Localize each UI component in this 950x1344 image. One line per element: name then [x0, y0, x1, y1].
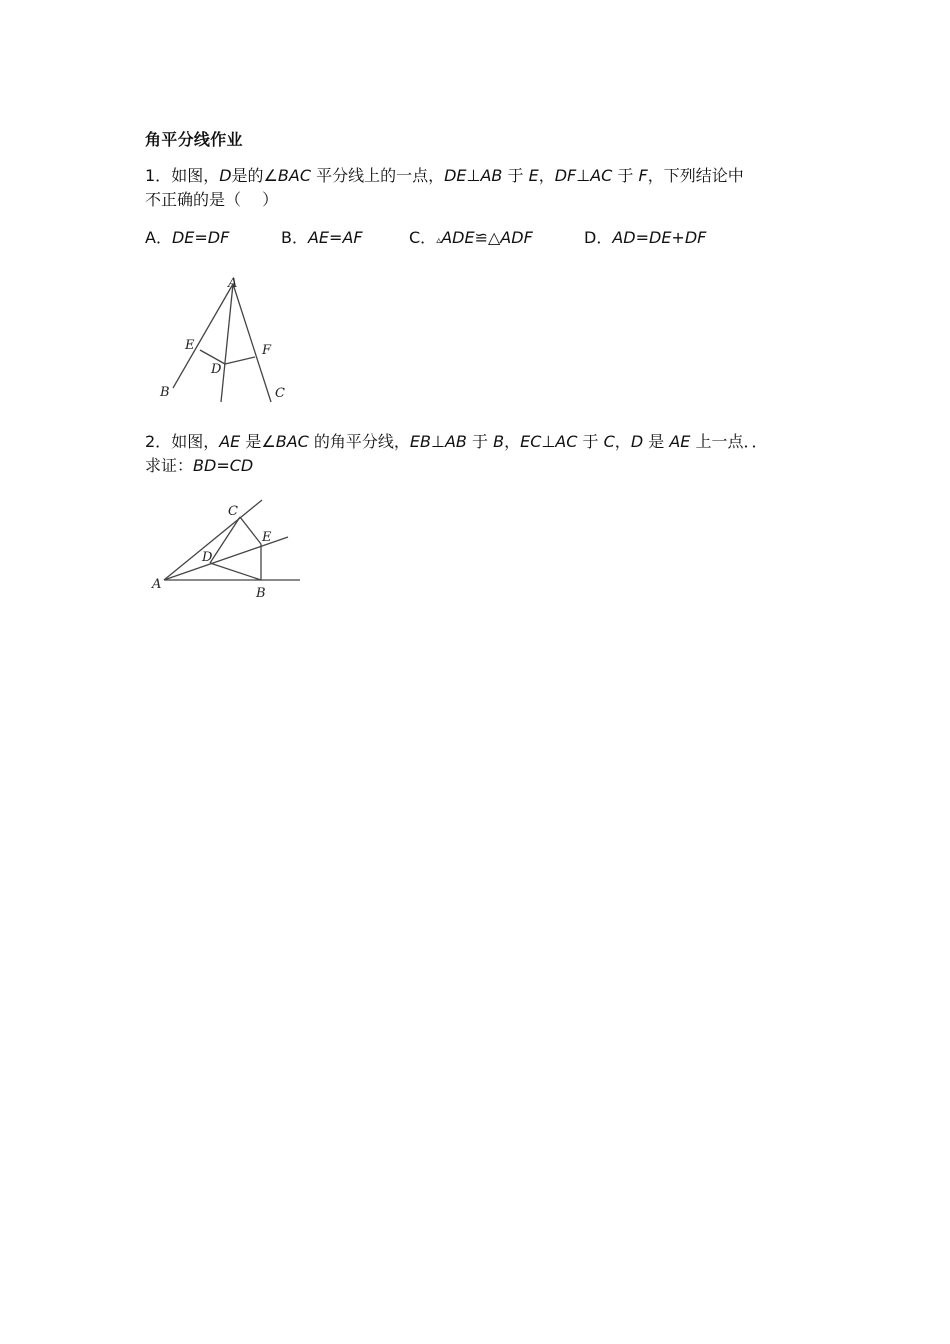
segment-ce	[240, 517, 261, 544]
option-letter: D．	[584, 228, 613, 247]
label-a: A	[228, 276, 238, 291]
math-var: DE	[444, 166, 467, 185]
label-d: D	[211, 362, 222, 377]
text: 是∠	[245, 432, 276, 451]
perp-symbol: ⊥	[466, 166, 481, 185]
figure-2	[148, 495, 308, 609]
question-1-line-2: 不正确的是（ ）	[145, 190, 279, 209]
triangle-symbol: ▵	[436, 235, 442, 246]
math-var: B	[493, 432, 505, 451]
math-var: DF	[554, 166, 577, 185]
page-title: 角平分线作业	[145, 130, 243, 149]
math-var: E	[528, 166, 539, 185]
figure-2-diagram	[148, 495, 308, 605]
question-2-line-1	[145, 432, 768, 452]
math-var: BAC	[277, 166, 311, 185]
text: 于	[507, 166, 524, 185]
text: 平分线上的一点，	[316, 166, 445, 185]
question-number: 1．	[145, 166, 172, 185]
perp-symbol: ⊥	[431, 432, 445, 451]
text: 是	[648, 432, 665, 451]
text: ，	[504, 432, 521, 451]
math-var: AC	[555, 432, 578, 451]
text: 的角平分线，	[313, 432, 410, 451]
option-letter: B．	[281, 228, 308, 247]
option-expr: AD=DE+DF	[612, 228, 707, 247]
math-var: AE	[669, 432, 691, 451]
text: 是的∠	[231, 166, 278, 185]
text: 于	[471, 432, 488, 451]
segment-cd	[210, 517, 240, 563]
label-b: B	[160, 385, 170, 400]
text: 如图，	[171, 432, 220, 451]
label-e: E	[262, 530, 272, 545]
text: 于	[617, 166, 634, 185]
text: ，	[614, 432, 631, 451]
math-var: D	[219, 166, 232, 185]
option-c	[409, 228, 533, 251]
math-var: BAC	[275, 432, 309, 451]
option-expr: DE=DF	[171, 228, 230, 247]
label-b: B	[256, 586, 266, 601]
figure-1-diagram	[155, 270, 305, 410]
math-var: D	[630, 432, 644, 451]
perp-symbol: ⊥	[576, 166, 591, 185]
figure-1	[155, 270, 305, 414]
option-expr: ADE≌△ADF	[441, 228, 533, 247]
text: 如图，	[171, 166, 220, 185]
option-letter: A．	[145, 228, 172, 247]
text: ，	[538, 166, 555, 185]
option-d	[584, 228, 706, 248]
segment-ac-ray	[164, 500, 262, 580]
label-f: F	[262, 343, 272, 358]
proof-goal: BD=CD	[193, 456, 254, 475]
option-b	[281, 228, 363, 248]
math-var: AB	[444, 432, 467, 451]
perp-symbol: ⊥	[541, 432, 556, 451]
question-2-line-2	[145, 456, 253, 476]
segment-db	[210, 563, 261, 580]
option-a	[145, 228, 229, 248]
label-a: A	[152, 577, 162, 592]
label-d: D	[202, 550, 213, 565]
label-e: E	[185, 338, 195, 353]
label-c: C	[275, 386, 285, 401]
math-var: EB	[409, 432, 432, 451]
label-c: C	[228, 504, 238, 519]
math-var: AC	[590, 166, 613, 185]
math-var: AB	[480, 166, 503, 185]
text: ，下列结论中	[647, 166, 744, 185]
math-var: EC	[520, 432, 542, 451]
text: 于	[582, 432, 599, 451]
text: 上一点．．	[695, 432, 768, 451]
question-1-line-1	[145, 166, 744, 186]
math-var: F	[638, 166, 648, 185]
segment-df	[225, 357, 255, 364]
question-number: 2．	[145, 432, 172, 451]
option-letter: C．	[409, 228, 437, 247]
option-expr: AE=AF	[307, 228, 363, 247]
math-var: AE	[219, 432, 241, 451]
math-var: C	[603, 432, 615, 451]
prove-label: 求证：	[145, 456, 194, 475]
